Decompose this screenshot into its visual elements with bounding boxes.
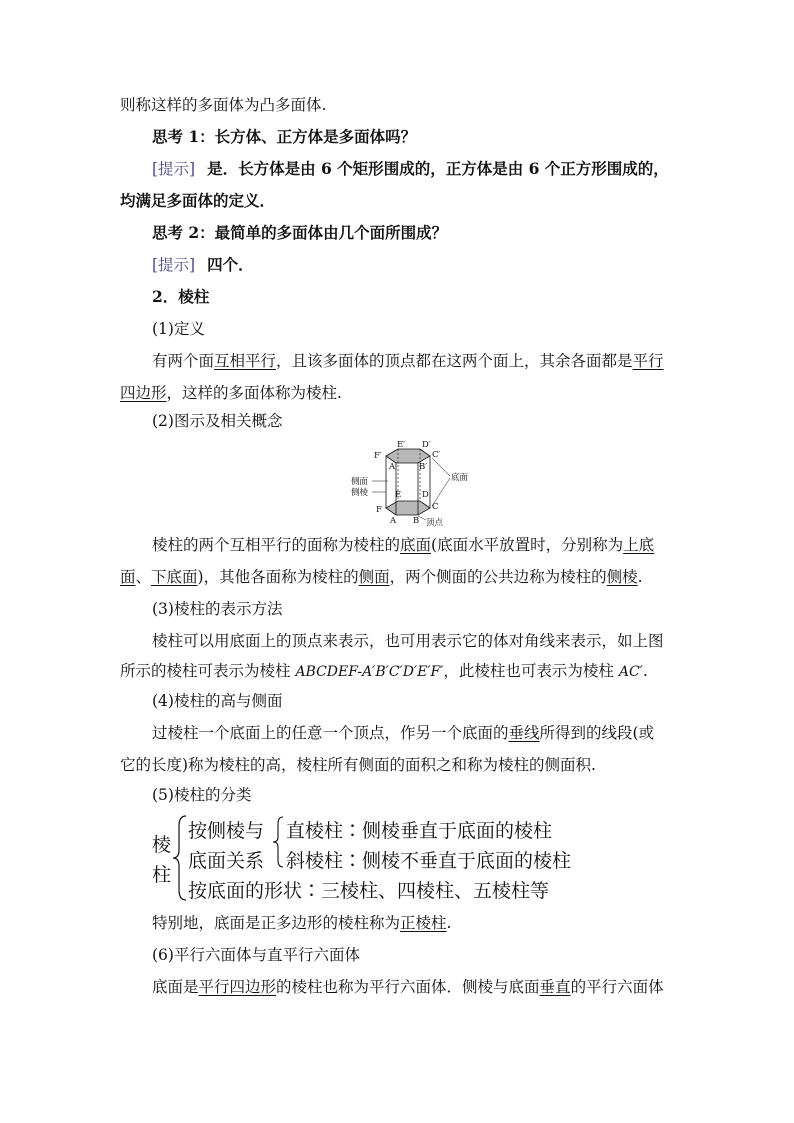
classification-diagram: [152, 812, 592, 904]
text: .: [642, 662, 648, 680]
text: .: [637, 568, 643, 586]
subheading-text: (5)棱柱的分类: [152, 786, 252, 804]
hint-text: 是．长方体是由 6 个矩形围成的，正方体是由 6 个正方形围成的，: [207, 159, 669, 178]
text: )，其他各面称为棱柱的: [197, 568, 359, 586]
hint-1: [152, 158, 669, 180]
inner-brace: [270, 814, 286, 870]
class-root: 柱: [152, 864, 172, 886]
underlined-term: 正棱柱: [400, 914, 447, 932]
think-question-1: [152, 126, 416, 148]
text: ，这样的多面体称为棱柱.: [166, 384, 342, 402]
subheading-text: (1)定义: [152, 320, 205, 338]
label-side-face: 侧面: [351, 477, 369, 487]
label-vertex: 顶点: [426, 518, 444, 528]
subheading-5: [152, 784, 251, 806]
text: ，此棱柱也可表示为棱柱: [443, 662, 619, 680]
underlined-term: 垂直: [539, 978, 571, 996]
class-leaf: 直棱柱∶侧棱垂直于底面的棱柱: [286, 820, 553, 842]
subheading-text: (4)棱柱的高与侧面: [152, 692, 283, 710]
question-text: 思考 2：最简单的多面体由几个面所围成？: [152, 223, 448, 242]
vertex-label: D: [422, 490, 429, 500]
subheading-text: (6)平行六面体与直平行六面体: [152, 946, 360, 964]
subheading-1: [152, 318, 205, 340]
underlined-term: 四边形: [120, 384, 167, 402]
hint-text: 四个．: [207, 255, 254, 274]
vertex-label: E′: [397, 440, 406, 450]
vertex-label: E: [395, 490, 402, 500]
underlined-term: 侧棱: [606, 568, 638, 586]
vertex-label: A′: [389, 462, 398, 472]
underlined-term: 平行: [632, 352, 664, 370]
text: 所示的棱柱可表示为棱柱: [120, 662, 296, 680]
vertex-label: A: [390, 516, 397, 526]
underlined-term: 底面: [400, 536, 432, 554]
text: 过棱柱一个底面上的任意一个顶点，作另一个底面的: [152, 724, 509, 742]
text: 底面是: [152, 978, 199, 996]
text: (底面水平放置时，分别称为: [431, 536, 624, 554]
vertex-label: B′: [419, 462, 428, 472]
regular-prism-line: [152, 912, 451, 934]
definition-line-2: [120, 382, 342, 404]
class-root: 棱: [152, 834, 172, 856]
vertex-label: C′: [432, 450, 441, 460]
outer-brace: [170, 812, 190, 904]
text: 、: [135, 568, 152, 586]
underlined-term: 下底面: [151, 568, 198, 586]
text: ，两个侧面的公共边称为棱柱的: [389, 568, 607, 586]
concept-line-2: [120, 566, 643, 588]
text: 有两个面: [152, 352, 215, 370]
question-text: 思考 1：长方体、正方体是多面体吗？: [152, 127, 417, 146]
heading-text: 2．棱柱: [152, 287, 210, 306]
text: 棱柱可以用底面上的顶点来表示，也可用表示它的体对角线来表示，如上图: [152, 632, 664, 650]
subheading-text: (2)图示及相关概念: [152, 412, 283, 430]
class-branch: 按侧棱与: [188, 820, 265, 842]
class-leaf: 斜棱柱∶侧棱不垂直于底面的棱柱: [286, 850, 572, 872]
text: 特别地，底面是正多边形的棱柱称为: [152, 914, 401, 932]
underlined-term: 侧面: [358, 568, 390, 586]
prism-figure: [346, 436, 476, 528]
vertex-label: F′: [374, 451, 382, 461]
parallelepiped-line: [152, 976, 664, 998]
hint-text: 均满足多面体的定义．: [120, 191, 276, 210]
top-base-face: [386, 449, 430, 463]
height-line-1: [152, 722, 654, 744]
subheading-3: [152, 598, 282, 620]
text: 的棱柱也称为平行六面体．侧棱与底面: [276, 978, 540, 996]
notation-line-1: [152, 630, 664, 652]
hint-2: [152, 254, 254, 276]
text: 所得到的线段(或: [539, 724, 655, 742]
label-side-edge: 侧棱: [351, 488, 369, 498]
underlined-term: 上底: [623, 536, 655, 554]
subheading-4: [152, 690, 282, 712]
height-line-2: [120, 754, 596, 776]
underlined-term: 垂线: [508, 724, 540, 742]
text-line: [120, 94, 326, 116]
think-question-2: [152, 222, 447, 244]
hint-tag: [提示]: [152, 160, 196, 178]
vertex-label: B: [413, 516, 420, 526]
notation-line-2: [120, 660, 648, 683]
hint-tag: [提示]: [152, 256, 196, 274]
hint-1-cont: [120, 190, 275, 212]
section-heading: [152, 286, 209, 308]
underlined-term: 面: [120, 568, 136, 586]
pointer-line: [432, 458, 450, 476]
math-notation: ABCDEF-A′B′C′D′E′F′: [295, 664, 444, 680]
underlined-term: 平行四边形: [198, 978, 277, 996]
text: .: [446, 914, 452, 932]
text: 它的长度)称为棱柱的高，棱柱所有侧面的面积之和称为棱柱的侧面积.: [120, 756, 596, 774]
concept-line-1: [152, 534, 654, 556]
text: 棱柱的两个互相平行的面称为棱柱的: [152, 536, 401, 554]
subheading-text: (3)棱柱的表示方法: [152, 600, 283, 618]
label-base: 底面: [451, 473, 469, 483]
vertex-label: C: [432, 502, 439, 512]
vertex-label: F: [376, 505, 382, 515]
math-notation: AC′: [618, 664, 643, 680]
underlined-term: 互相平行: [214, 352, 277, 370]
class-branch: 底面关系: [188, 850, 265, 872]
text: 的平行六面体: [570, 978, 664, 996]
definition-line-1: [152, 350, 664, 372]
class-branch: 按底面的形状∶三棱柱、四棱柱、五棱柱等: [188, 880, 550, 902]
vertex-label: D′: [422, 440, 431, 450]
subheading-2: [152, 410, 282, 432]
subheading-6: [152, 944, 360, 966]
text: ，且该多面体的顶点都在这两个面上，其余各面都是: [276, 352, 633, 370]
paragraph-text: 则称这样的多面体为凸多面体.: [120, 96, 327, 114]
bottom-base-face: [386, 501, 430, 515]
